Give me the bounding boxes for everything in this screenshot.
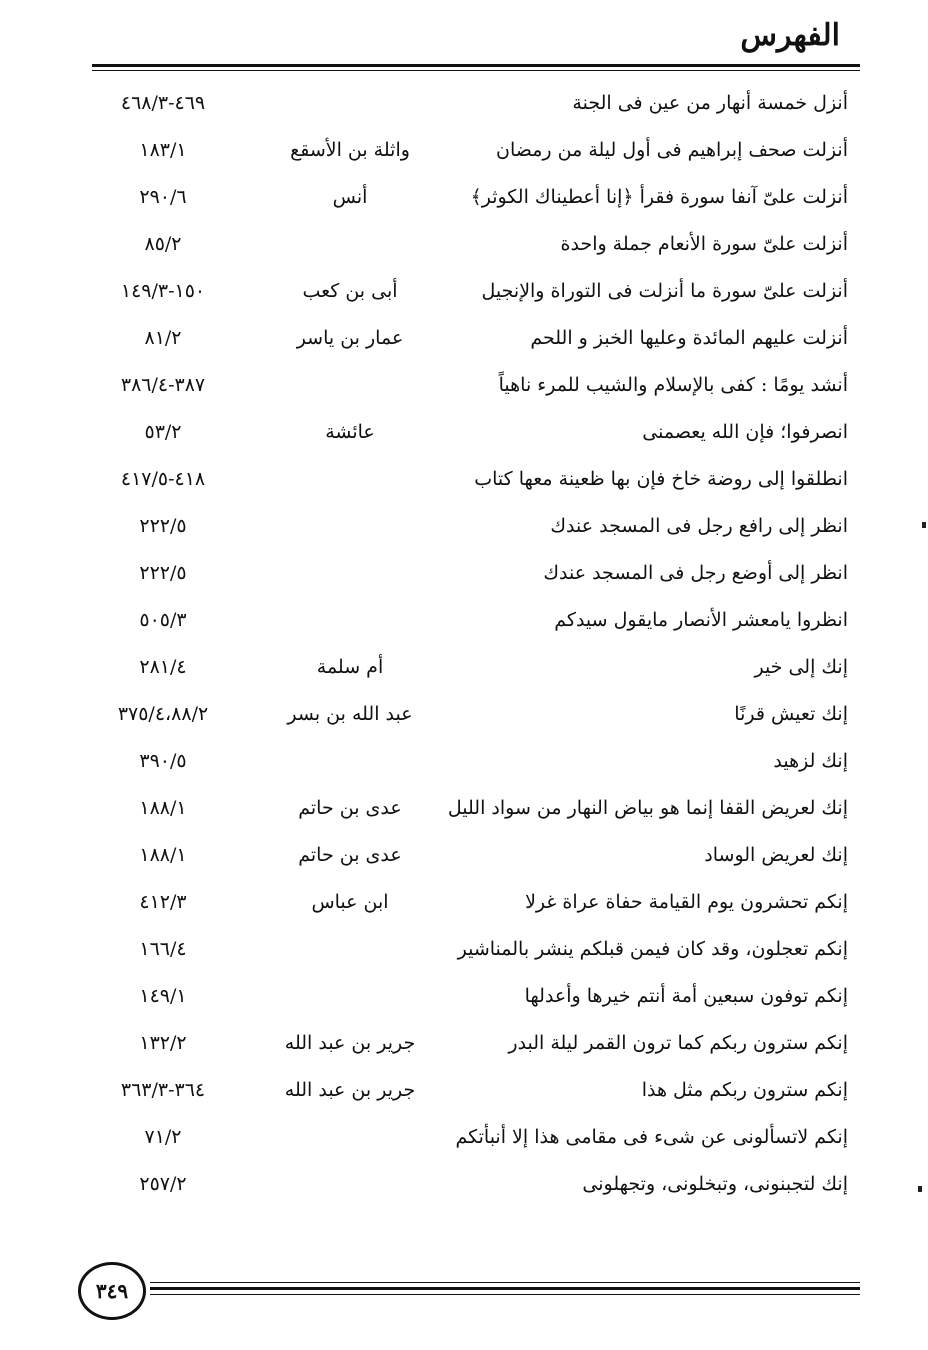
- index-row: [0, 409, 928, 455]
- header-rule-top: [92, 64, 860, 67]
- index-row: [0, 80, 928, 126]
- hadith-text: انظر إلى أوضع رجل فى المسجد عندك: [543, 562, 848, 584]
- index-row: [0, 1161, 928, 1207]
- volume-page-ref: ١٣٢/٢: [139, 1032, 187, 1054]
- volume-page-ref: ٤١٨-٤١٧/٥: [120, 468, 206, 490]
- narrator-name: جرير بن عبد الله: [284, 1032, 416, 1054]
- header-rule-bottom: [92, 70, 860, 71]
- narrator-name: عمار بن ياسر: [296, 327, 404, 349]
- scan-mark: [918, 1186, 922, 1192]
- hadith-text: إنكم تحشرون يوم القيامة حفاة عراة غرلا: [525, 891, 848, 913]
- volume-page-ref: ٢٩٠/٦: [139, 186, 187, 208]
- volume-page-ref: ١٥٠-١٤٩/٣: [120, 280, 206, 302]
- scan-mark: [922, 522, 926, 528]
- hadith-text: أنزلت عليهم المائدة وعليها الخبز و اللحم: [530, 327, 848, 349]
- index-row: [0, 973, 928, 1019]
- page-number: [78, 1262, 146, 1320]
- hadith-text: إنكم توفون سبعين أمة أنتم خيرها وأعدلها: [524, 985, 848, 1007]
- volume-page-ref: ١٨٨/١: [139, 797, 187, 819]
- index-row: [0, 503, 928, 549]
- hadith-text: انظروا يامعشر الأنصار مايقول سيدكم: [554, 609, 848, 631]
- index-row: [0, 1020, 928, 1066]
- index-row: [0, 456, 928, 502]
- hadith-text: انظر إلى رافع رجل فى المسجد عندك: [550, 515, 848, 537]
- volume-page-ref: ٢٥٧/٢: [139, 1173, 187, 1195]
- index-row: [0, 127, 928, 173]
- narrator-name: واثلة بن الأسقع: [290, 139, 410, 161]
- volume-page-ref: ٧١/٢: [144, 1126, 182, 1148]
- page-title: الفهرس: [740, 18, 840, 53]
- hadith-text: إنك لعريض القفا إنما هو بياض النهار من سواد الليل: [447, 797, 848, 819]
- narrator-name: عدى بن حاتم: [298, 844, 402, 866]
- volume-page-ref: ٢٢٢/٥: [139, 562, 187, 584]
- volume-page-ref: ٢٢٢/٥: [139, 515, 187, 537]
- index-row: [0, 644, 928, 690]
- hadith-text: أنزلت علىّ سورة ما أنزلت فى التوراة والإنجيل: [481, 280, 848, 302]
- volume-page-ref: ١٤٩/١: [139, 985, 187, 1007]
- narrator-name: عائشة: [325, 421, 375, 443]
- narrator-name: أنس: [332, 186, 368, 208]
- volume-page-ref: ٥٣/٢: [144, 421, 182, 443]
- footer-rule-middle: [150, 1287, 860, 1290]
- volume-page-ref: ٥٠٥/٣: [139, 609, 187, 631]
- volume-page-ref: ١٨٨/١: [139, 844, 187, 866]
- hadith-text: أنشد يومًا : كفى بالإسلام والشيب للمرء ناهياً: [498, 374, 848, 396]
- narrator-name: ابن عباس: [311, 891, 389, 913]
- hadith-text: إنك لتجبنونى، وتبخلونى، وتجهلونى: [582, 1173, 848, 1195]
- index-row: [0, 268, 928, 314]
- footer-rule-top: [150, 1282, 860, 1283]
- index-row: [0, 1114, 928, 1160]
- hadith-text: إنكم تعجلون، وقد كان فيمن قبلكم ينشر بالمناشير: [457, 938, 848, 960]
- hadith-text: انطلقوا إلى روضة خاخ فإن بها ظعينة معها كتاب: [474, 468, 848, 490]
- index-row: [0, 362, 928, 408]
- index-row: [0, 315, 928, 361]
- index-row: [0, 879, 928, 925]
- index-row: [0, 597, 928, 643]
- hadith-text: انصرفوا؛ فإن الله يعصمنى: [642, 421, 848, 443]
- hadith-text: إنك إلى خير: [754, 656, 848, 678]
- hadith-text: أنزلت علىّ سورة الأنعام جملة واحدة: [560, 233, 848, 255]
- index-row: [0, 926, 928, 972]
- volume-page-ref: ٣٧٥/٤،٨٨/٢: [117, 703, 209, 725]
- page-number-text: ٣٤٩: [95, 1279, 129, 1303]
- index-row: [0, 174, 928, 220]
- hadith-text: إنكم سترون ربكم كما ترون القمر ليلة البدر: [508, 1032, 848, 1054]
- volume-page-ref: ٤١٢/٣: [139, 891, 187, 913]
- index-row: [0, 785, 928, 831]
- index-row: [0, 738, 928, 784]
- hadith-text: إنكم لاتسألونى عن شىء فى مقامى هذا إلا أنبأتكم: [455, 1126, 848, 1148]
- index-row: [0, 1067, 928, 1113]
- narrator-name: عدى بن حاتم: [298, 797, 402, 819]
- hadith-text: أنزل خمسة أنهار من عين فى الجنة: [572, 92, 848, 114]
- narrator-name: أم سلمة: [316, 656, 384, 678]
- footer-rule-bottom: [150, 1294, 860, 1295]
- narrator-name: جرير بن عبد الله: [284, 1079, 416, 1101]
- volume-page-ref: ٣٩٠/٥: [139, 750, 187, 772]
- volume-page-ref: ٨٥/٢: [144, 233, 182, 255]
- hadith-text: إنكم سترون ربكم مثل هذا: [641, 1079, 848, 1101]
- volume-page-ref: ٤٦٩-٤٦٨/٣: [120, 92, 206, 114]
- hadith-text: إنك تعيش قرنًا: [734, 703, 848, 725]
- volume-page-ref: ١٦٦/٤: [139, 938, 187, 960]
- volume-page-ref: ٣٦٤-٣٦٣/٣: [120, 1079, 206, 1101]
- index-row: [0, 221, 928, 267]
- index-row: [0, 550, 928, 596]
- volume-page-ref: ١٨٣/١: [139, 139, 187, 161]
- hadith-text: إنك لزهيد: [773, 750, 848, 772]
- hadith-text: إنك لعريض الوساد: [704, 844, 848, 866]
- volume-page-ref: ٣٨٧-٣٨٦/٤: [120, 374, 206, 396]
- narrator-name: عبد الله بن بسر: [287, 703, 413, 725]
- index-row: [0, 832, 928, 878]
- hadith-text: أنزلت صحف إبراهيم فى أول ليلة من رمضان: [496, 139, 848, 161]
- narrator-name: أبى بن كعب: [302, 280, 398, 302]
- index-row: [0, 691, 928, 737]
- volume-page-ref: ٢٨١/٤: [139, 656, 187, 678]
- hadith-text: أنزلت علىّ آنفا سورة فقرأ ﴿إنا أعطيناك الكوثر﴾: [470, 186, 848, 208]
- volume-page-ref: ٨١/٢: [144, 327, 182, 349]
